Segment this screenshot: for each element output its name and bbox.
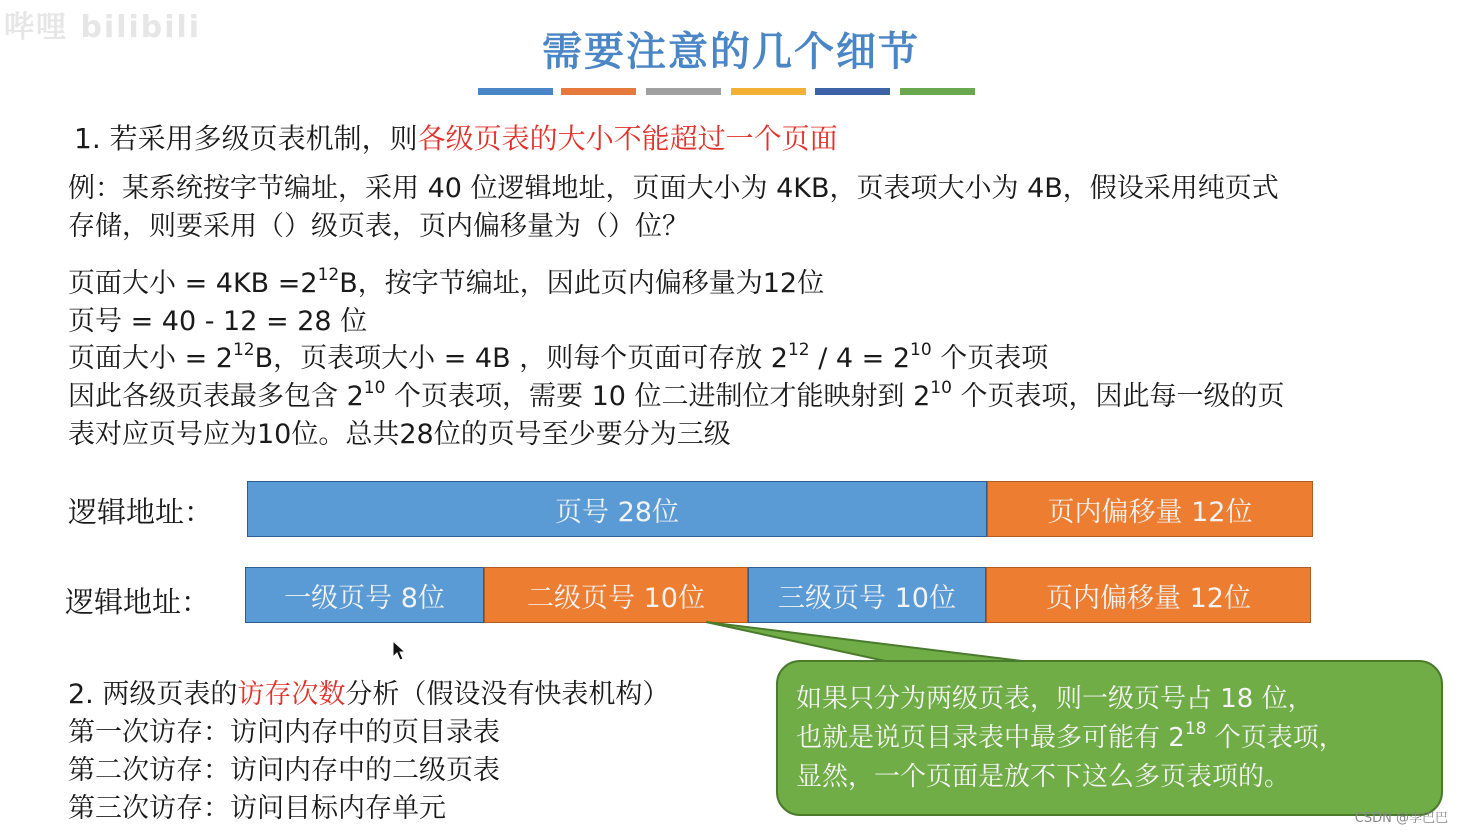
callout-text-part: 个页表项， — [1206, 723, 1345, 753]
point-2-highlight: 访存次数 — [237, 679, 346, 710]
calc-text: B，页表项大小 = 4B ，则每个页面可存放 2 — [254, 343, 788, 374]
point-2 — [68, 676, 669, 714]
calc-line-5: 表对应页号应为10位。总共28位的页号至少要分为三级 — [68, 419, 731, 450]
exponent: 12 — [787, 340, 810, 360]
callout-tail — [706, 622, 1030, 662]
level-1-page-number: 一级页号 8位 — [245, 567, 484, 623]
calc-text: 个页表项 — [931, 343, 1049, 374]
exponent: 18 — [1184, 719, 1207, 740]
example-line-2: 存储，则要采用（）级页表，页内偏移量为（）位？ — [68, 211, 689, 242]
mouse-cursor-icon — [392, 640, 406, 662]
calc-text: 页面大小 = 4KB =2 — [68, 268, 318, 299]
calc-text: 因此各级页表最多包含 2 — [68, 381, 364, 412]
access-step-2: 第二次访存：访问内存中的二级页表 — [68, 755, 500, 786]
calc-text: 个页表项，因此每一级的页 — [951, 381, 1285, 412]
point-2-suffix: 分析（假设没有快表机构） — [345, 679, 670, 710]
page-offset-12-bits: 页内偏移量 12位 — [987, 481, 1313, 537]
access-step-3: 第三次访存：访问目标内存单元 — [68, 793, 446, 824]
exponent: 10 — [910, 340, 932, 360]
example-line-1: 例：某系统按字节编址，采用 40 位逻辑地址，页面大小为 4KB，页表项大小为 4B，假设采用纯页式 — [68, 173, 1279, 204]
level-3-page-number: 三级页号 10位 — [748, 567, 986, 623]
calc-text: / 4 = 2 — [809, 343, 911, 374]
point-1-prefix: 1. 若采用多级页表机制，则 — [74, 122, 418, 155]
level-2-page-number: 二级页号 10位 — [484, 567, 748, 623]
callout-line-2 — [796, 719, 1345, 758]
point-2-prefix: 2. 两级页表的 — [68, 679, 238, 710]
page-offset-12-bits-2: 页内偏移量 12位 — [986, 567, 1311, 623]
exponent: 10 — [363, 378, 386, 398]
calc-text: 页面大小 = 2 — [68, 343, 233, 374]
page-number-28-bits: 页号 28位 — [247, 481, 987, 537]
logical-address-label: 逻辑地址： — [68, 495, 214, 529]
exponent: 10 — [930, 378, 952, 398]
calc-line-2: 页号 = 40 - 12 = 28 位 — [68, 306, 368, 337]
callout-line-3: 显然，一个页面是放不下这么多页表项的。 — [796, 762, 1291, 792]
callout-line-1: 如果只分为两级页表，则一级页号占 18 位， — [796, 684, 1314, 714]
calc-text: 个页表项，需要 10 位二进制位才能映射到 2 — [385, 381, 931, 412]
exponent: 12 — [232, 340, 255, 360]
callout-text-part: 也就是说页目录表中最多可能有 2 — [796, 723, 1185, 753]
callout-text — [796, 680, 1345, 797]
access-step-1: 第一次访存：访问内存中的页目录表 — [68, 717, 500, 748]
logical-address-label-2: 逻辑地址： — [65, 585, 211, 619]
video-watermark: 哔哩 bilibili — [4, 10, 202, 45]
csdn-credit: CSDN @李巴巴 — [1354, 811, 1448, 826]
slide-title: 需要注意的几个细节 — [542, 29, 920, 75]
point-1-highlight: 各级页表的大小不能超过一个页面 — [417, 122, 838, 155]
calc-text: B，按字节编址，因此页内偏移量为12位 — [339, 268, 825, 299]
exponent: 12 — [317, 265, 340, 285]
